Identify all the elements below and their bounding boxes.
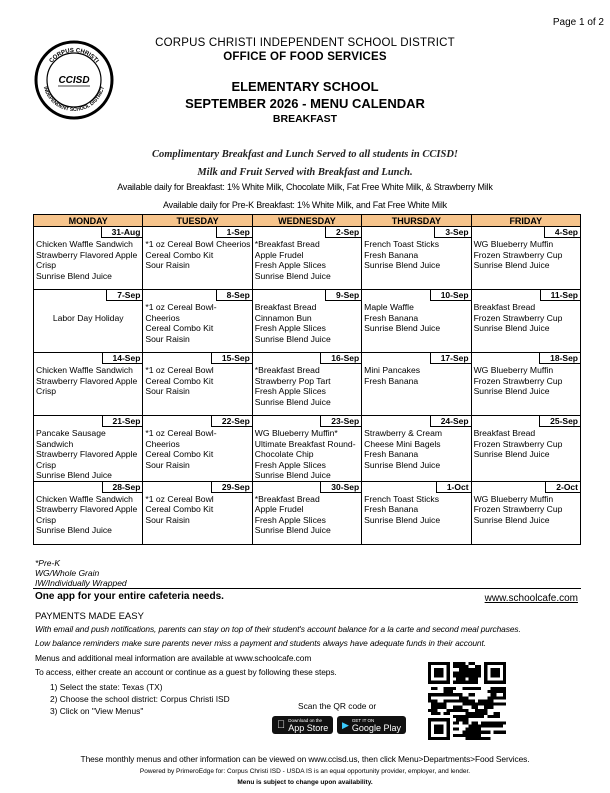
day-cell bbox=[252, 353, 361, 416]
office-name: OFFICE OF FOOD SERVICES bbox=[223, 51, 387, 63]
payments-title: PAYMENTS MADE EASY bbox=[35, 611, 144, 622]
complimentary-line: Complimentary Breakfast and Lunch Served to all students in CCISD! bbox=[151, 149, 458, 160]
day-cell bbox=[362, 481, 471, 544]
menu-item: *Breakfast Bread bbox=[254, 365, 320, 375]
menu-item: Sunrise Blend Juice bbox=[364, 514, 441, 525]
date-row bbox=[253, 416, 361, 427]
menu-item: Apple Frudel bbox=[254, 249, 304, 260]
date-row bbox=[253, 353, 361, 364]
day-cell bbox=[34, 416, 143, 482]
svg-text:CORPUS CHRISTI: CORPUS CHRISTI bbox=[48, 47, 100, 65]
menu-item: Sunrise Blend Juice bbox=[473, 323, 550, 333]
weekday-header: MONDAY bbox=[34, 215, 143, 227]
menu-item: *1 oz Cereal Bowl-Cheerios bbox=[145, 302, 217, 323]
menu-item: Frozen Strawberry Cup bbox=[473, 504, 563, 514]
menu-item: *Breakfast Bread bbox=[254, 493, 320, 504]
date-row bbox=[472, 290, 580, 301]
menu-items bbox=[34, 493, 142, 536]
menu-items bbox=[143, 238, 251, 271]
day-cell bbox=[362, 416, 471, 482]
date-label: 1-Sep bbox=[216, 227, 252, 238]
menu-item: Cinnamon Bun bbox=[254, 312, 312, 323]
menu-items bbox=[253, 238, 361, 281]
date-row bbox=[362, 416, 470, 427]
menu-item: WG Blueberry Muffin bbox=[473, 239, 554, 249]
menu-items bbox=[362, 493, 470, 526]
date-label: 7-Sep bbox=[106, 290, 142, 301]
menu-items bbox=[362, 427, 470, 470]
week-row bbox=[34, 353, 581, 416]
date-row bbox=[472, 482, 580, 493]
menu-item: Apple Frudel bbox=[254, 504, 304, 514]
prek-milk-availability: Available daily for Pre-K Breakfast: 1% White Milk, and Fat Free White Milk bbox=[163, 200, 447, 210]
page-number: Page 1 of 2 bbox=[552, 17, 604, 28]
date-label: 4-Sep bbox=[544, 227, 580, 238]
menu-item: Strawberry Flavored Apple Crisp bbox=[36, 449, 138, 470]
menu-item: Breakfast Bread bbox=[473, 428, 536, 438]
date-row bbox=[472, 353, 580, 364]
menu-title-block bbox=[0, 78, 610, 127]
google-play-label: Google Play bbox=[351, 722, 401, 733]
menu-items bbox=[472, 238, 580, 271]
menu-item: Strawberry Pop Tart bbox=[254, 375, 331, 386]
day-cell bbox=[252, 290, 361, 353]
menu-items bbox=[472, 364, 580, 397]
app-store-badge[interactable] bbox=[272, 716, 333, 734]
holiday-label: Labor Day Holiday bbox=[52, 313, 124, 323]
footer-disclaimer: Menu is subject to change upon availability. bbox=[237, 779, 373, 786]
day-cell bbox=[471, 227, 580, 290]
date-label: 31-Aug bbox=[101, 227, 143, 238]
complimentary-note bbox=[0, 146, 610, 182]
menu-item: Sour Raisin bbox=[145, 333, 190, 344]
apple-icon bbox=[277, 719, 285, 731]
menu-item: Fresh Apple Slices bbox=[254, 323, 326, 333]
weekday-header: FRIDAY bbox=[471, 215, 580, 227]
menu-item: Chicken Waffle Sandwich bbox=[36, 493, 133, 504]
date-row bbox=[362, 353, 470, 364]
weekday-header: WEDNESDAY bbox=[252, 215, 361, 227]
menu-items bbox=[143, 493, 251, 526]
weekday-header: THURSDAY bbox=[362, 215, 471, 227]
district-name: CORPUS CHRISTI INDEPENDENT SCHOOL DISTRICT bbox=[155, 37, 455, 49]
date-row bbox=[143, 482, 251, 493]
menu-item: Chicken Waffle Sandwich bbox=[36, 365, 133, 375]
menu-items bbox=[253, 364, 361, 407]
menu-item: Fresh Banana bbox=[364, 504, 419, 514]
menu-item: Frozen Strawberry Cup bbox=[473, 375, 563, 386]
payments-paragraph: Low balance reminders make sure parents never miss a payment and students always have adequate funds in their account. bbox=[35, 638, 486, 648]
date-row bbox=[253, 227, 361, 238]
school-level: ELEMENTARY SCHOOL bbox=[231, 79, 379, 94]
access-steps bbox=[50, 681, 230, 717]
menu-items bbox=[143, 301, 251, 344]
week-row bbox=[34, 481, 581, 544]
menu-item: Sunrise Blend Juice bbox=[254, 270, 331, 281]
legend-item: IW/Individually Wrapped bbox=[35, 578, 127, 588]
day-cell bbox=[143, 227, 252, 290]
day-cell bbox=[252, 227, 361, 290]
complimentary-line: Milk and Fruit Served with Breakfast and Lunch. bbox=[197, 167, 413, 178]
date-row bbox=[34, 416, 142, 427]
scan-qr-label: Scan the QR code or bbox=[298, 701, 377, 711]
google-play-badge[interactable] bbox=[337, 716, 406, 734]
date-label: 24-Sep bbox=[430, 416, 471, 427]
menu-items bbox=[253, 301, 361, 344]
day-cell bbox=[362, 290, 471, 353]
date-label: 14-Sep bbox=[102, 353, 143, 364]
date-row bbox=[362, 482, 470, 493]
menu-item: French Toast Sticks bbox=[364, 493, 439, 504]
menu-items bbox=[34, 364, 142, 397]
day-cell bbox=[471, 353, 580, 416]
menu-items bbox=[34, 427, 142, 481]
date-row bbox=[143, 290, 251, 301]
menu-item: Sunrise Blend Juice bbox=[254, 396, 331, 407]
menu-item: Pancake Sausage Sandwich bbox=[36, 428, 106, 449]
day-cell bbox=[252, 481, 361, 544]
menu-item: Sunrise Blend Juice bbox=[473, 449, 550, 459]
date-label: 25-Sep bbox=[539, 416, 580, 427]
menu-item: Fresh Banana bbox=[364, 312, 419, 323]
menus-info: Menus and additional meal information are available at www.schoolcafe.com bbox=[35, 653, 312, 663]
date-label: 22-Sep bbox=[211, 416, 252, 427]
app-headline: One app for your entire cafeteria needs. bbox=[35, 591, 224, 602]
menu-item: Sunrise Blend Juice bbox=[254, 333, 331, 344]
svg-text:CCISD: CCISD bbox=[58, 75, 90, 86]
menu-item: Sunrise Blend Juice bbox=[364, 323, 441, 333]
menu-item: Frozen Strawberry Cup bbox=[473, 312, 563, 323]
calendar-body bbox=[34, 227, 581, 545]
day-cell bbox=[143, 416, 252, 482]
weekday-header-row bbox=[34, 215, 581, 227]
date-row bbox=[362, 290, 470, 301]
step-item: 2) Choose the school district: Corpus Christi ISD bbox=[50, 694, 230, 704]
menu-item: Fresh Banana bbox=[364, 375, 419, 386]
menu-item: Cereal Combo Kit bbox=[145, 449, 214, 459]
menu-item: Chicken Waffle Sandwich bbox=[36, 239, 133, 249]
menu-item: *1 oz Cereal Bowl bbox=[145, 493, 214, 504]
district-header bbox=[0, 36, 610, 64]
menu-item: Frozen Strawberry Cup bbox=[473, 249, 563, 260]
date-label: 28-Sep bbox=[102, 482, 143, 493]
date-label: 18-Sep bbox=[539, 353, 580, 364]
footer-info: These monthly menus and other information can be viewed on www.ccisd.us, then click Menu>Departments>Food Services. bbox=[80, 754, 530, 764]
date-row bbox=[143, 416, 251, 427]
date-label: 17-Sep bbox=[430, 353, 471, 364]
day-cell bbox=[362, 353, 471, 416]
app-store-small: Download on the bbox=[280, 717, 314, 723]
menu-items bbox=[143, 364, 251, 397]
date-row bbox=[253, 482, 361, 493]
menu-items bbox=[362, 301, 470, 334]
date-label: 11-Sep bbox=[540, 290, 580, 301]
day-cell bbox=[34, 353, 143, 416]
menu-item: Sunrise Blend Juice bbox=[36, 470, 112, 480]
menu-items bbox=[253, 493, 361, 536]
menu-item: Frozen Strawberry Cup bbox=[473, 438, 563, 449]
weekday-header: TUESDAY bbox=[143, 215, 252, 227]
qr-code-icon[interactable] bbox=[428, 662, 506, 740]
day-cell bbox=[471, 416, 580, 482]
menu-item: Strawberry Flavored Apple Crisp bbox=[36, 504, 138, 525]
step-item: 3) Click on "View Menus" bbox=[50, 706, 144, 716]
play-icon: ▶ bbox=[342, 719, 349, 730]
day-cell bbox=[143, 481, 252, 544]
menu-items bbox=[34, 324, 142, 325]
meal-type: BREAKFAST bbox=[272, 113, 338, 125]
menu-items bbox=[362, 238, 470, 271]
menu-item: Fresh Apple Slices bbox=[254, 514, 326, 525]
day-cell bbox=[143, 290, 252, 353]
menu-item: Breakfast Bread bbox=[254, 302, 317, 312]
step-item: 1) Select the state: Texas (TX) bbox=[50, 682, 163, 692]
date-row bbox=[34, 353, 142, 364]
legend bbox=[35, 558, 127, 588]
week-row bbox=[34, 416, 581, 482]
menu-item: WG Blueberry Muffin* Ultimate Breakfast Round-Chocolate Chip bbox=[254, 428, 356, 459]
menu-item: WG Blueberry Muffin bbox=[473, 365, 554, 375]
menu-item: *1 oz Cereal Bowl-Cheerios bbox=[145, 428, 217, 449]
menu-item: WG Blueberry Muffin bbox=[473, 493, 554, 504]
day-cell bbox=[252, 416, 361, 482]
date-row bbox=[362, 227, 470, 238]
menu-calendar-table bbox=[33, 214, 581, 545]
date-row bbox=[472, 416, 580, 427]
date-label: 1-Oct bbox=[436, 482, 471, 493]
date-row bbox=[34, 482, 142, 493]
menu-item: Sunrise Blend Juice bbox=[364, 260, 441, 270]
menu-items bbox=[472, 427, 580, 460]
date-label: 8-Sep bbox=[216, 290, 252, 301]
footer-powered-by: Powered by PrimeroEdge for: Corpus Christi ISD - USDA IS is an equal opportunity provider, employer, and lender. bbox=[139, 768, 471, 775]
menu-item: Breakfast Bread bbox=[473, 302, 536, 312]
legend-item: WG/Whole Grain bbox=[35, 568, 100, 578]
menu-item: Sour Raisin bbox=[145, 459, 190, 470]
menu-item: Strawberry & Cream Cheese Mini Bagels bbox=[364, 428, 443, 449]
menu-item: Fresh Banana bbox=[364, 449, 419, 459]
day-cell bbox=[471, 481, 580, 544]
menu-item: Fresh Apple Slices bbox=[254, 260, 326, 270]
access-instructions: To access, either create an account or continue as a guest by following these steps. bbox=[35, 667, 337, 677]
menu-item: Strawberry Flavored Apple Crisp bbox=[36, 249, 138, 270]
menu-item: Sour Raisin bbox=[145, 386, 190, 396]
payments-paragraph: With email and push notifications, parents can stay on top of their student's account balance for a la carte and second meal purchases. bbox=[35, 624, 521, 634]
date-label: 23-Sep bbox=[320, 416, 361, 427]
day-cell bbox=[34, 481, 143, 544]
menu-item: Sunrise Blend Juice bbox=[473, 260, 550, 270]
date-label: 15-Sep bbox=[211, 353, 252, 364]
day-cell bbox=[34, 290, 143, 353]
day-cell bbox=[143, 353, 252, 416]
menu-item: *1 oz Cereal Bowl Cheerios bbox=[145, 239, 251, 249]
date-row bbox=[34, 290, 142, 301]
schoolcafe-link[interactable]: www.schoolcafe.com bbox=[484, 593, 578, 604]
menu-item: *Breakfast Bread bbox=[254, 239, 320, 249]
menu-items bbox=[143, 427, 251, 470]
date-label: 29-Sep bbox=[211, 482, 252, 493]
date-label: 2-Oct bbox=[545, 482, 580, 493]
menu-item: Sunrise Blend Juice bbox=[254, 525, 331, 535]
menu-item: Sunrise Blend Juice bbox=[36, 270, 112, 281]
menu-item: Cereal Combo Kit bbox=[145, 375, 214, 386]
day-cell bbox=[34, 227, 143, 290]
week-row bbox=[34, 290, 581, 353]
calendar-title: SEPTEMBER 2026 - MENU CALENDAR bbox=[185, 96, 425, 111]
svg-text:INDEPENDENT SCHOOL DISTRICT: INDEPENDENT SCHOOL DISTRICT bbox=[41, 85, 107, 114]
date-label: 2-Sep bbox=[325, 227, 361, 238]
date-label: 30-Sep bbox=[320, 482, 361, 493]
menu-items bbox=[253, 427, 361, 481]
date-label: 3-Sep bbox=[434, 227, 470, 238]
menu-item: *1 oz Cereal Bowl bbox=[145, 365, 214, 375]
day-cell bbox=[471, 290, 580, 353]
date-label: 16-Sep bbox=[320, 353, 361, 364]
date-label: 10-Sep bbox=[430, 290, 471, 301]
menu-item: Sunrise Blend Juice bbox=[473, 386, 550, 396]
milk-availability: Available daily for Breakfast: 1% White Milk, Chocolate Milk, Fat Free White Milk, & Strawberry Milk bbox=[117, 182, 493, 192]
google-play-small: GET IT ON bbox=[351, 717, 375, 723]
date-label: 9-Sep bbox=[325, 290, 361, 301]
menu-item: Sunrise Blend Juice bbox=[254, 470, 331, 480]
menu-item: Cereal Combo Kit bbox=[145, 504, 214, 514]
date-row bbox=[143, 227, 251, 238]
date-row bbox=[253, 290, 361, 301]
menu-items bbox=[34, 238, 142, 281]
week-row bbox=[34, 227, 581, 290]
menu-item: Fresh Apple Slices bbox=[254, 386, 326, 396]
legend-item: *Pre-K bbox=[35, 558, 61, 568]
date-row bbox=[472, 227, 580, 238]
date-row bbox=[34, 227, 142, 238]
menu-item: Cereal Combo Kit bbox=[145, 323, 214, 333]
divider bbox=[33, 588, 581, 589]
menu-item: French Toast Sticks bbox=[364, 239, 439, 249]
menu-item: Fresh Apple Slices bbox=[254, 459, 326, 470]
date-row bbox=[143, 353, 251, 364]
date-label: 21-Sep bbox=[102, 416, 143, 427]
menu-item: Fresh Banana bbox=[364, 249, 419, 260]
day-cell bbox=[362, 227, 471, 290]
menu-item: Sour Raisin bbox=[145, 514, 190, 525]
menu-item: Sour Raisin bbox=[145, 260, 190, 270]
menu-item: Sunrise Blend Juice bbox=[473, 514, 550, 525]
menu-item: Maple Waffle bbox=[364, 302, 414, 312]
menu-item: Strawberry Flavored Apple Crisp bbox=[36, 375, 138, 396]
menu-items bbox=[472, 493, 580, 526]
menu-item: Sunrise Blend Juice bbox=[364, 459, 441, 470]
menu-item: Sunrise Blend Juice bbox=[36, 525, 112, 535]
menu-item: Cereal Combo Kit bbox=[145, 249, 214, 260]
menu-item: Mini Pancakes bbox=[364, 365, 421, 375]
menu-items bbox=[472, 301, 580, 334]
menu-items bbox=[362, 364, 470, 386]
app-store-label: App Store bbox=[280, 722, 321, 733]
